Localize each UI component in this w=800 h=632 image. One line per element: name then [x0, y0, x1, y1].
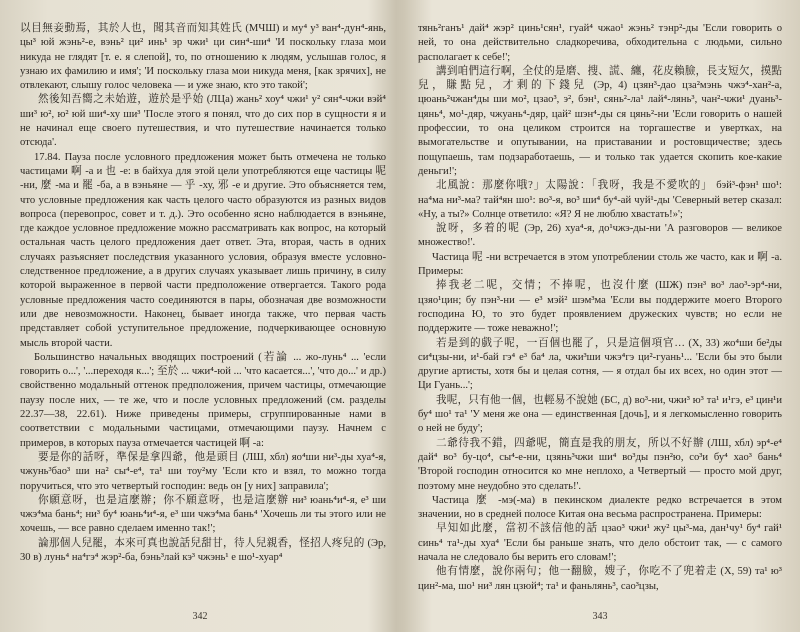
- example-paragraph: 二爺待我不錯，四爺呢，簡直是我的朋友，所以不好辦 (ЛШ, хбл) эр⁴-е⁴ дай⁴ во³ бу-цо⁴, сы⁴-е-ни, цзянь³чжи ши⁴ во³ды пэн²ю, со³и бу⁴ хао³ бань⁴ 'Второй господин относится ко мне неплохо, а Четвертый — просто мой друг, поэтому мне неудобно это сделать!'.: [418, 437, 782, 492]
- example-paragraph: 論那個人兒罷，本來可真也說話兒甜甘，待人兒親香，怪招人疼兒的 (Эр, 30 в) лунь⁴ на⁴гэ⁴ жэр²-ба, бэнь³лай кэ³ чжэнь¹ е шо¹-хуар⁴: [20, 537, 386, 563]
- example-paragraph: 若是到的戲子呢，一百個也罷了，只是這個項官… (X, 33) жо⁴ши бе²ды си⁴цзы-ни, и¹-бай гэ⁴ е³ ба⁴ ла, чжи³ши чжэ⁴гэ ци²-гуань¹... 'Если бы это были другие артисты, хотя бы и целая сотня, — я отдал бы их всех, но один этот — Ци Гуань...';: [418, 337, 782, 392]
- example-paragraph: 他有情麼，說你兩句；他一翻臉，嫂子，你吃不了兜着走 (X, 59) та¹ ю³ цин²-ма, шо¹ ни³ лян цзюй⁴; та¹ и фаньлянь³, сао³цзы,: [418, 566, 782, 592]
- body-paragraph: Частица 麼 -мэ(-ма) в пекинском диалекте редко встречается в этом значении, но в средней полосе Китая она весьма распространена. Примеры:: [418, 494, 782, 521]
- body-paragraph: 17.84. Пауза после условного предложения может быть отмечена не только частицами 啊 -а и 也 -е: в байхуа для этой цели употребляются еще частицы 呢 -ни, 麼 -ма и 罷 -ба, а в вэньяне — 乎 -ху, 邪 -е и другие. Это объясняется тем, что условные предложения как часть целого часто образуются из разных видов вопроса (перевопрос, совет и т. д.). Это особенно ясно наблюдается в вэньяне, где каждое условное предложение можно рассматривать как вопрос, на который остальная часть целого предложения дает ответ. Эта, вторая, часть в одних случаях разъясняет последствия указанного условия, образуя вместе условно-следственное предложение, а в других случаях указывает лишь причину, в силу которой выраженное в первой части предположение отвергается. Такого рода условные предложения часто соединяются в пары, обозначая две возможности или две невозможности. Наконец, бывает иногда также, что первая часть представляет собой уступительное предложение, подчеркивающее основную мысль второй части.: [20, 151, 386, 349]
- example-paragraph: 北風說：那麼你哦?」太陽說：「我呀，我是不愛吹的」 бэй³-фэн¹ шо¹: на⁴ма ни³-ма? тай⁴ян шо¹: во³-я, во³ ши⁴ бу⁴-ай чуй¹-ды 'Северный ветер сказал: «Ну, а ты?» Солнце ответило: «Я? Я не люблю хвастать!»';: [418, 180, 782, 220]
- example-paragraph: 你願意呀，也是這麼辦；你不願意呀，也是這麼辦 ни³ юань⁴и⁴-я, е³ ши чжэ⁴ма бань⁴; ни³ бу⁴ юань⁴и⁴-я, е³ ши чжэ⁴ма бань⁴ 'Хочешь ли ты этого или не хочешь, — все равно сделаем именно так!';: [20, 494, 386, 535]
- example-paragraph: 然後知吾嚮之未始遊，遊於是乎始 (ЛЦа) жань² хоу⁴ чжи¹ у² сян⁴-чжи вэй⁴ ши³ ю², ю² юй ши⁴-ху ши³ 'После этого я понял, что до сих пор в сущности я и не начинал еще своего путешествия, и что путешествие начинается только отсюда'.: [20, 94, 386, 149]
- example-paragraph: 講到咱們這行啊，全仗的是磨、搜、謊、纏，花皮賴臉，長支短欠，摸點兒，賺點兒，才剩的下錢兒 (Эр, 4) цзян³-дао цза²мэнь чжэ⁴-хан²-а, цюань²чжан⁴ды ши мо², цзао³, э², бэн¹, сянь²-ла¹ лай⁴-лянь³, чан²-чжи¹ дуань³-цянь⁴, мо¹-дяр, чжуань⁴-дяр, цай² шэн⁴-ды ся цянь²-ни 'Если говорить о нашей профессии, то она целиком строится на торгашестве и увертках, на вымогательстве и опутывании, на приставании и ростовщичестве; здесь пощупаешь, там подзаработаешь, — и только так удается скопить кое-какие деньги!';: [418, 65, 782, 177]
- example-paragraph: 捧我老二呢，交情；不捧呢，也沒什麼 (ШЖ) пэн³ во³ лао³-эр⁴-ни, цзяо¹цин; бу пэн³-ни — е³ мэй² шэм³ма 'Если вы поддержите моего Второго господина Ю, то это будет проявлением дружеских чувств; но если не поддержите — тоже неважно!';: [418, 280, 782, 335]
- right-page: [400, 0, 800, 632]
- page-number-right: 343: [592, 611, 608, 622]
- example-paragraph: 早知如此麼，當初不該信他的話 цзао³ чжи¹ жу² цы³-ма, дан¹чу¹ бу⁴ гай¹ синь⁴ та¹-ды хуа⁴ 'Если бы раньше знать, что дело обстоит так, — с самого начала не следовало бы верить его словам!';: [418, 523, 782, 563]
- example-paragraph: 要是你的話呀，準保是拿四爺，他是頭目 (ЛШ, хбл) яо⁴ши ни³-ды хуа⁴-я, чжунь³бао³ ши на² сы⁴-е⁴, та¹ ши тоу²му 'Если кто и взял, то можно тогда поручиться, что это четвертый господин: ведь он [у них] заправила';: [20, 451, 386, 492]
- right-page-text: [418, 22, 782, 597]
- example-paragraph: 說呀，多着的呢 (Эр, 26) хуа⁴-я, до¹чжэ-ды-ни 'А разговоров — великое множество!'.: [418, 223, 782, 249]
- page-number-left: 342: [192, 611, 208, 622]
- body-paragraph: тянь²ганъ¹ дай⁴ жэр² цинь¹сян¹, гуай⁴ чжао¹ жэнь² тэнр²-ды 'Если говорить о ней, то она действительно сладкоречива, обходительна с людьми, сильно располагает к себе!';: [418, 23, 782, 63]
- example-paragraph: 我呢，只有他一個，也輕易不說她 (БС, д) во³-ни, чжи³ ю³ та¹ и¹гэ, е³ цин¹и бу⁴ шо¹ та¹ 'У меня же она — единственная [дочь], и я легкомысленно говорить о ней не буду';: [418, 394, 782, 435]
- body-paragraph: Большинство начальных вводящих построений (若論 ... жо-лунь⁴ ... 'если говорить о...', '...переходя к...'; 至於 ... чжи⁴-юй ... 'что касается...', 'что до...' и др.) свойственно модальный оттенок предположения, причем частицы, отмечающие паузу после них, — те же, что и после условных предложений (см. разделы 22.37—38, 22.61). Ниже приведены примеры, сгруппированные нами в соответствии с модальными частицами, отмечающими паузу. Начнем с примеров, в которых пауза отмечается частицей 啊 -а:: [20, 351, 386, 449]
- left-page-text: [20, 22, 386, 597]
- body-paragraph: 以目無妾動焉，其於人也，聞其音而知其姓氏 (МЧШ) и му⁴ у³ ван⁴-дун⁴-янь, цы³ юй жэнь²-е, вэнь² ци² инь¹ эр чжи¹ ци син⁴-ши⁴ 'И поскольку глаза мои никуда не глядят [т. е. я слепой], то, по отношению к людям, услышав голос, я узнаю их фамилию и имя'; 'И поскольку глаза мои никуда меня, [как зрячих], не отвлекают, слышу голос человека — и уже знаю, кто это такой';: [20, 23, 386, 92]
- body-paragraph: Частица 呢 -ни встречается в этом употреблении столь же часто, как и 啊 -а. Примеры:: [418, 251, 782, 278]
